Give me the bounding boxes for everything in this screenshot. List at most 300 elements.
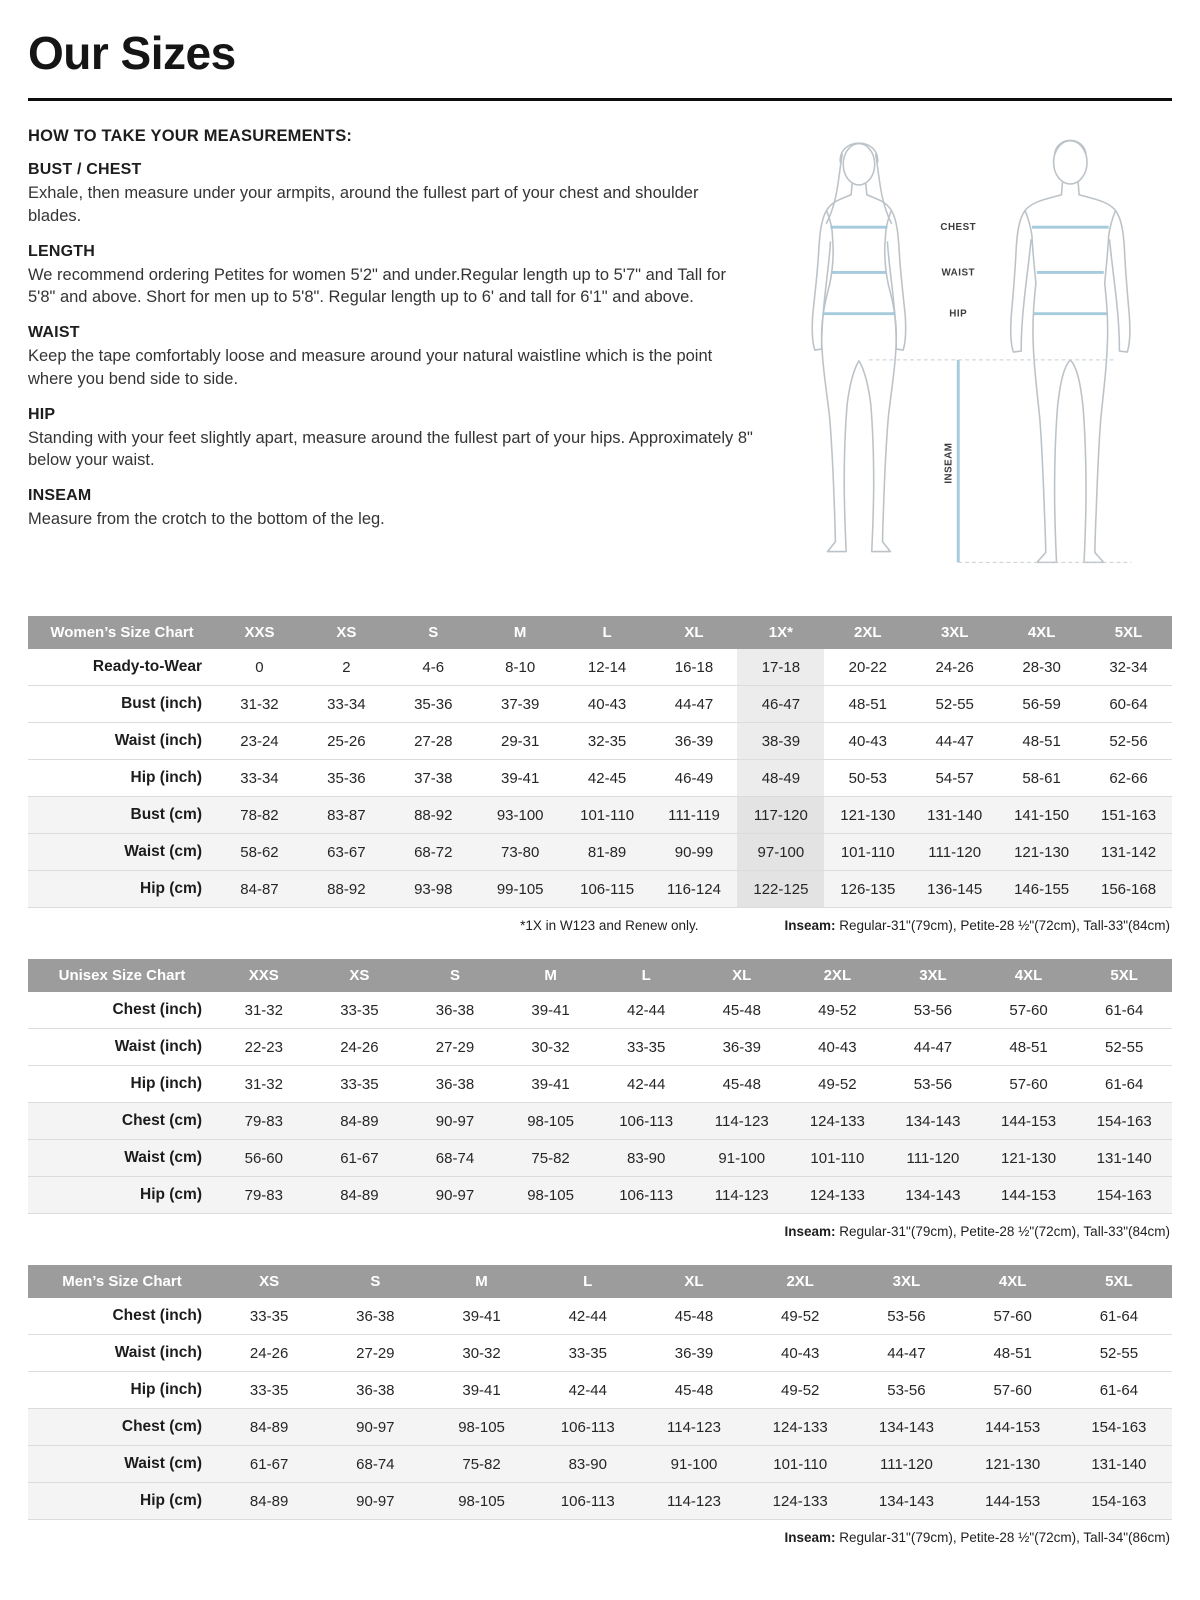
size-cell: 83-87 xyxy=(303,797,390,834)
inseam-label: INSEAM xyxy=(943,442,955,484)
size-cell: 33-35 xyxy=(312,1066,408,1103)
row-label: Hip (inch) xyxy=(28,1066,216,1103)
size-cell: 134-143 xyxy=(885,1103,981,1140)
page-title: Our Sizes xyxy=(28,27,236,79)
size-column-header: S xyxy=(322,1265,428,1298)
table-row xyxy=(28,723,1172,760)
womens-table-footnotes xyxy=(30,918,1170,933)
instruction-section-length xyxy=(28,243,754,310)
size-cell: 111-120 xyxy=(853,1446,959,1483)
size-cell: 126-135 xyxy=(824,871,911,908)
size-cell: 37-39 xyxy=(477,686,564,723)
size-cell: 134-143 xyxy=(885,1177,981,1214)
row-label: Bust (inch) xyxy=(28,686,216,723)
size-cell: 97-100 xyxy=(737,834,824,871)
size-cell: 154-163 xyxy=(1076,1177,1172,1214)
body-figures-illustration xyxy=(772,123,1172,585)
size-cell: 49-52 xyxy=(747,1372,853,1409)
size-cell: 49-52 xyxy=(790,1066,886,1103)
size-cell: 16-18 xyxy=(651,649,738,686)
size-table xyxy=(28,959,1172,1214)
inseam-note-label: Inseam: xyxy=(784,1530,836,1545)
size-cell: 22-23 xyxy=(216,1029,312,1066)
row-label: Waist (cm) xyxy=(28,1140,216,1177)
table-row xyxy=(28,871,1172,908)
size-cell: 45-48 xyxy=(694,1066,790,1103)
instructions-column xyxy=(28,127,754,537)
size-column-header: 4XL xyxy=(998,616,1085,649)
size-cell: 27-29 xyxy=(322,1335,428,1372)
inseam-note-label: Inseam: xyxy=(784,1224,836,1239)
size-column-header: XXS xyxy=(216,959,312,992)
size-cell: 42-44 xyxy=(598,1066,694,1103)
table-header-row xyxy=(28,1265,1172,1298)
size-cell: 54-57 xyxy=(911,760,998,797)
size-cell: 106-115 xyxy=(564,871,651,908)
size-cell: 134-143 xyxy=(853,1483,959,1520)
mens-size-table xyxy=(28,1265,1172,1520)
size-cell: 154-163 xyxy=(1066,1409,1172,1446)
size-cell: 49-52 xyxy=(747,1298,853,1335)
size-cell: 58-62 xyxy=(216,834,303,871)
size-column-header: 2XL xyxy=(747,1265,853,1298)
size-cell: 106-113 xyxy=(535,1409,641,1446)
size-cell: 56-60 xyxy=(216,1140,312,1177)
hip-label: HIP xyxy=(949,308,968,320)
size-column-header: M xyxy=(477,616,564,649)
waist-label: WAIST xyxy=(941,267,976,279)
size-cell: 53-56 xyxy=(885,1066,981,1103)
size-cell: 62-66 xyxy=(1085,760,1172,797)
size-cell: 53-56 xyxy=(853,1298,959,1335)
row-label: Waist (inch) xyxy=(28,1029,216,1066)
size-cell: 88-92 xyxy=(303,871,390,908)
instruction-section-body: Exhale, then measure under your armpits, around the fullest part of your chest and shoulder blades. xyxy=(28,184,699,225)
size-cell: 84-89 xyxy=(312,1177,408,1214)
size-cell: 111-119 xyxy=(651,797,738,834)
instructions-heading: HOW TO TAKE YOUR MEASUREMENTS: xyxy=(28,127,353,145)
table-header-row xyxy=(28,616,1172,649)
size-cell: 46-47 xyxy=(737,686,824,723)
size-cell: 101-110 xyxy=(564,797,651,834)
size-cell: 33-34 xyxy=(303,686,390,723)
size-cell: 36-39 xyxy=(694,1029,790,1066)
size-cell: 151-163 xyxy=(1085,797,1172,834)
size-cell: 91-100 xyxy=(641,1446,747,1483)
size-cell: 12-14 xyxy=(564,649,651,686)
table-row xyxy=(28,1298,1172,1335)
size-cell: 106-113 xyxy=(535,1483,641,1520)
size-cell: 101-110 xyxy=(747,1446,853,1483)
size-column-header: S xyxy=(390,616,477,649)
size-cell: 39-41 xyxy=(477,760,564,797)
size-cell: 36-39 xyxy=(651,723,738,760)
instruction-section-body: Measure from the crotch to the bottom of the leg. xyxy=(28,510,385,529)
size-cell: 61-67 xyxy=(312,1140,408,1177)
instruction-section-body: Standing with your feet slightly apart, measure around the fullest part of your hips. Approximately 8" below your waist. xyxy=(28,428,753,470)
size-column-header: 3XL xyxy=(911,616,998,649)
size-column-header: 2XL xyxy=(824,616,911,649)
table-row xyxy=(28,1483,1172,1520)
size-cell: 68-74 xyxy=(407,1140,503,1177)
size-cell: 40-43 xyxy=(824,723,911,760)
instruction-section-waist xyxy=(28,324,754,391)
size-cell: 57-60 xyxy=(981,992,1077,1029)
instruction-section-inseam xyxy=(28,487,754,531)
size-cell: 53-56 xyxy=(885,992,981,1029)
size-cell: 146-155 xyxy=(998,871,1085,908)
size-column-header: M xyxy=(428,1265,534,1298)
size-cell: 111-120 xyxy=(911,834,998,871)
size-cell: 8-10 xyxy=(477,649,564,686)
size-cell: 98-105 xyxy=(428,1409,534,1446)
size-cell: 50-53 xyxy=(824,760,911,797)
size-cell: 121-130 xyxy=(824,797,911,834)
size-cell: 154-163 xyxy=(1066,1483,1172,1520)
size-cell: 31-32 xyxy=(216,686,303,723)
size-cell: 36-39 xyxy=(641,1335,747,1372)
row-label: Hip (cm) xyxy=(28,871,216,908)
instruction-section-title: INSEAM xyxy=(28,487,92,505)
size-cell: 121-130 xyxy=(960,1446,1066,1483)
measurement-guide xyxy=(28,127,1172,590)
size-cell: 116-124 xyxy=(651,871,738,908)
size-cell: 36-38 xyxy=(322,1372,428,1409)
size-cell: 81-89 xyxy=(564,834,651,871)
size-cell: 38-39 xyxy=(737,723,824,760)
size-cell: 17-18 xyxy=(737,649,824,686)
size-cell: 33-34 xyxy=(216,760,303,797)
size-cell: 84-89 xyxy=(216,1483,322,1520)
size-column-header: XL xyxy=(641,1265,747,1298)
size-cell: 48-51 xyxy=(960,1335,1066,1372)
size-cell: 61-64 xyxy=(1076,992,1172,1029)
size-cell: 93-98 xyxy=(390,871,477,908)
size-cell: 88-92 xyxy=(390,797,477,834)
size-cell: 35-36 xyxy=(390,686,477,723)
size-cell: 60-64 xyxy=(1085,686,1172,723)
size-cell: 44-47 xyxy=(651,686,738,723)
size-cell: 33-35 xyxy=(216,1298,322,1335)
instruction-section-title: BUST / CHEST xyxy=(28,161,142,178)
size-cell: 84-89 xyxy=(312,1103,408,1140)
row-label: Chest (cm) xyxy=(28,1409,216,1446)
size-cell: 45-48 xyxy=(641,1372,747,1409)
size-cell: 42-44 xyxy=(598,992,694,1029)
table-title-cell: Unisex Size Chart xyxy=(28,959,216,992)
size-cell: 39-41 xyxy=(503,992,599,1029)
measurement-diagram xyxy=(772,123,1172,590)
size-cell: 49-52 xyxy=(790,992,886,1029)
mens-inseam-note xyxy=(784,1530,1170,1545)
size-cell: 33-35 xyxy=(216,1372,322,1409)
size-cell: 93-100 xyxy=(477,797,564,834)
table-row xyxy=(28,1140,1172,1177)
size-cell: 61-64 xyxy=(1066,1298,1172,1335)
size-cell: 46-49 xyxy=(651,760,738,797)
table-header-row xyxy=(28,959,1172,992)
size-cell: 30-32 xyxy=(428,1335,534,1372)
size-column-header: 5XL xyxy=(1085,616,1172,649)
size-cell: 101-110 xyxy=(824,834,911,871)
inseam-note-text: Regular-31"(79cm), Petite-28 ½"(72cm), Tall-34"(86cm) xyxy=(835,1530,1170,1545)
size-cell: 114-123 xyxy=(641,1409,747,1446)
size-cell: 53-56 xyxy=(853,1372,959,1409)
size-cell: 36-38 xyxy=(322,1298,428,1335)
size-column-header: L xyxy=(535,1265,641,1298)
size-cell: 31-32 xyxy=(216,1066,312,1103)
size-cell: 39-41 xyxy=(428,1298,534,1335)
size-column-header: 4XL xyxy=(960,1265,1066,1298)
table-row xyxy=(28,760,1172,797)
size-cell: 90-97 xyxy=(322,1409,428,1446)
table-row xyxy=(28,992,1172,1029)
instruction-section-body: We recommend ordering Petites for women 5'2" and under.Regular length up to 5'7" and Tall for 5'8" and above. Short for men up to 5'8". Regular length up to 6' and tall for 6'1" and above. xyxy=(28,265,726,307)
size-cell: 131-140 xyxy=(1076,1140,1172,1177)
size-cell: 48-49 xyxy=(737,760,824,797)
size-cell: 35-36 xyxy=(303,760,390,797)
size-cell: 33-35 xyxy=(535,1335,641,1372)
table-row xyxy=(28,1409,1172,1446)
size-cell: 84-87 xyxy=(216,871,303,908)
size-cell: 124-133 xyxy=(790,1177,886,1214)
size-column-header: 2XL xyxy=(790,959,886,992)
table-title-cell: Women’s Size Chart xyxy=(28,616,216,649)
row-label: Chest (inch) xyxy=(28,1298,216,1335)
size-cell: 144-153 xyxy=(981,1177,1077,1214)
size-column-header: XL xyxy=(651,616,738,649)
size-cell: 63-67 xyxy=(303,834,390,871)
table-row xyxy=(28,1335,1172,1372)
size-cell: 79-83 xyxy=(216,1103,312,1140)
size-cell: 28-30 xyxy=(998,649,1085,686)
table-row xyxy=(28,1066,1172,1103)
size-cell: 58-61 xyxy=(998,760,1085,797)
table-row xyxy=(28,1177,1172,1214)
inseam-note-text: Regular-31"(79cm), Petite-28 ½"(72cm), Tall-33"(84cm) xyxy=(835,1224,1170,1239)
mens-table-footnotes xyxy=(30,1530,1170,1545)
size-cell: 75-82 xyxy=(428,1446,534,1483)
row-label: Hip (cm) xyxy=(28,1177,216,1214)
size-cell: 131-142 xyxy=(1085,834,1172,871)
size-cell: 131-140 xyxy=(911,797,998,834)
size-cell: 75-82 xyxy=(503,1140,599,1177)
size-cell: 42-44 xyxy=(535,1372,641,1409)
size-cell: 144-153 xyxy=(981,1103,1077,1140)
size-column-header: 5XL xyxy=(1076,959,1172,992)
table-row xyxy=(28,1446,1172,1483)
table-title-cell: Men’s Size Chart xyxy=(28,1265,216,1298)
size-column-header: 4XL xyxy=(981,959,1077,992)
size-cell: 57-60 xyxy=(981,1066,1077,1103)
size-cell: 111-120 xyxy=(885,1140,981,1177)
size-cell: 106-113 xyxy=(598,1177,694,1214)
size-cell: 99-105 xyxy=(477,871,564,908)
size-cell: 91-100 xyxy=(694,1140,790,1177)
size-cell: 78-82 xyxy=(216,797,303,834)
size-cell: 124-133 xyxy=(747,1409,853,1446)
size-cell: 44-47 xyxy=(885,1029,981,1066)
inseam-note-text: Regular-31"(79cm), Petite-28 ½"(72cm), Tall-33"(84cm) xyxy=(835,918,1170,933)
size-cell: 27-28 xyxy=(390,723,477,760)
size-cell: 44-47 xyxy=(853,1335,959,1372)
size-cell: 24-26 xyxy=(911,649,998,686)
size-cell: 32-35 xyxy=(564,723,651,760)
size-column-header: XS xyxy=(303,616,390,649)
row-label: Chest (inch) xyxy=(28,992,216,1029)
size-cell: 98-105 xyxy=(503,1177,599,1214)
size-cell: 45-48 xyxy=(641,1298,747,1335)
size-cell: 134-143 xyxy=(853,1409,959,1446)
womens-size-table xyxy=(28,616,1172,908)
size-cell: 156-168 xyxy=(1085,871,1172,908)
size-column-header: XS xyxy=(312,959,408,992)
size-cell: 117-120 xyxy=(737,797,824,834)
size-cell: 36-38 xyxy=(407,992,503,1029)
size-cell: 2 xyxy=(303,649,390,686)
womens-inseam-note xyxy=(784,918,1170,933)
size-column-header: XXS xyxy=(216,616,303,649)
size-cell: 27-29 xyxy=(407,1029,503,1066)
size-cell: 131-140 xyxy=(1066,1446,1172,1483)
size-cell: 39-41 xyxy=(428,1372,534,1409)
size-cell: 79-83 xyxy=(216,1177,312,1214)
size-cell: 42-45 xyxy=(564,760,651,797)
size-cell: 61-64 xyxy=(1076,1066,1172,1103)
size-cell: 4-6 xyxy=(390,649,477,686)
size-cell: 48-51 xyxy=(981,1029,1077,1066)
size-cell: 144-153 xyxy=(960,1483,1066,1520)
size-cell: 68-74 xyxy=(322,1446,428,1483)
size-column-header: L xyxy=(564,616,651,649)
row-label: Hip (cm) xyxy=(28,1483,216,1520)
chest-label: CHEST xyxy=(940,222,977,234)
size-cell: 98-105 xyxy=(428,1483,534,1520)
size-cell: 25-26 xyxy=(303,723,390,760)
size-column-header: 5XL xyxy=(1066,1265,1172,1298)
size-cell: 144-153 xyxy=(960,1409,1066,1446)
row-label: Bust (cm) xyxy=(28,797,216,834)
size-cell: 114-123 xyxy=(694,1177,790,1214)
size-cell: 106-113 xyxy=(598,1103,694,1140)
size-cell: 24-26 xyxy=(216,1335,322,1372)
instruction-section-body: Keep the tape comfortably loose and measure around your natural waistline which is the point where you bend side to side. xyxy=(28,347,713,388)
size-column-header: M xyxy=(503,959,599,992)
size-cell: 84-89 xyxy=(216,1409,322,1446)
size-cell: 83-90 xyxy=(598,1140,694,1177)
row-label: Chest (cm) xyxy=(28,1103,216,1140)
unisex-size-table xyxy=(28,959,1172,1214)
size-cell: 45-48 xyxy=(694,992,790,1029)
size-cell: 39-41 xyxy=(503,1066,599,1103)
size-cell: 48-51 xyxy=(824,686,911,723)
size-cell: 121-130 xyxy=(998,834,1085,871)
title-divider xyxy=(28,98,1172,101)
size-cell: 52-55 xyxy=(1066,1335,1172,1372)
size-table xyxy=(28,1265,1172,1520)
size-cell: 42-44 xyxy=(535,1298,641,1335)
size-cell: 114-123 xyxy=(641,1483,747,1520)
size-cell: 37-38 xyxy=(390,760,477,797)
size-cell: 36-38 xyxy=(407,1066,503,1103)
size-cell: 114-123 xyxy=(694,1103,790,1140)
size-cell: 61-67 xyxy=(216,1446,322,1483)
size-cell: 141-150 xyxy=(998,797,1085,834)
size-cell: 31-32 xyxy=(216,992,312,1029)
size-cell: 48-51 xyxy=(998,723,1085,760)
size-cell: 0 xyxy=(216,649,303,686)
size-cell: 40-43 xyxy=(790,1029,886,1066)
size-cell: 40-43 xyxy=(747,1335,853,1372)
size-column-header: 1X* xyxy=(737,616,824,649)
table-row xyxy=(28,1029,1172,1066)
size-cell: 136-145 xyxy=(911,871,998,908)
size-cell: 68-72 xyxy=(390,834,477,871)
size-cell: 40-43 xyxy=(564,686,651,723)
size-column-header: XS xyxy=(216,1265,322,1298)
row-label: Ready-to-Wear xyxy=(28,649,216,686)
size-cell: 44-47 xyxy=(911,723,998,760)
size-cell: 57-60 xyxy=(960,1372,1066,1409)
size-cell: 98-105 xyxy=(503,1103,599,1140)
size-cell: 24-26 xyxy=(312,1029,408,1066)
size-column-header: 3XL xyxy=(885,959,981,992)
size-cell: 30-32 xyxy=(503,1029,599,1066)
table-row xyxy=(28,1103,1172,1140)
guide-lines xyxy=(869,360,1131,562)
instruction-section-hip xyxy=(28,406,754,473)
unisex-inseam-note xyxy=(784,1224,1170,1239)
size-column-header: S xyxy=(407,959,503,992)
row-label: Hip (inch) xyxy=(28,1372,216,1409)
table-row xyxy=(28,649,1172,686)
woman-figure xyxy=(812,143,906,551)
instruction-section-title: LENGTH xyxy=(28,242,95,260)
inseam-note-label: Inseam: xyxy=(784,918,836,933)
size-cell: 33-35 xyxy=(598,1029,694,1066)
size-cell: 90-99 xyxy=(651,834,738,871)
instruction-section-bust xyxy=(28,161,754,228)
size-cell: 23-24 xyxy=(216,723,303,760)
size-column-header: L xyxy=(598,959,694,992)
size-cell: 61-64 xyxy=(1066,1372,1172,1409)
unisex-table-footnotes xyxy=(30,1224,1170,1239)
size-cell: 154-163 xyxy=(1076,1103,1172,1140)
row-label: Waist (inch) xyxy=(28,723,216,760)
man-figure xyxy=(1011,140,1130,562)
size-cell: 52-55 xyxy=(911,686,998,723)
row-label: Waist (cm) xyxy=(28,834,216,871)
one-x-footnote: *1X in W123 and Renew only. xyxy=(520,918,699,933)
size-cell: 33-35 xyxy=(312,992,408,1029)
size-cell: 124-133 xyxy=(747,1483,853,1520)
instruction-section-title: HIP xyxy=(28,405,56,423)
size-cell: 29-31 xyxy=(477,723,564,760)
size-column-header: XL xyxy=(694,959,790,992)
table-row xyxy=(28,834,1172,871)
row-label: Waist (cm) xyxy=(28,1446,216,1483)
size-cell: 32-34 xyxy=(1085,649,1172,686)
size-cell: 56-59 xyxy=(998,686,1085,723)
instruction-section-title: WAIST xyxy=(28,324,80,342)
size-cell: 101-110 xyxy=(790,1140,886,1177)
size-cell: 83-90 xyxy=(535,1446,641,1483)
table-row xyxy=(28,1372,1172,1409)
size-table xyxy=(28,616,1172,908)
size-cell: 20-22 xyxy=(824,649,911,686)
table-row xyxy=(28,797,1172,834)
size-cell: 124-133 xyxy=(790,1103,886,1140)
